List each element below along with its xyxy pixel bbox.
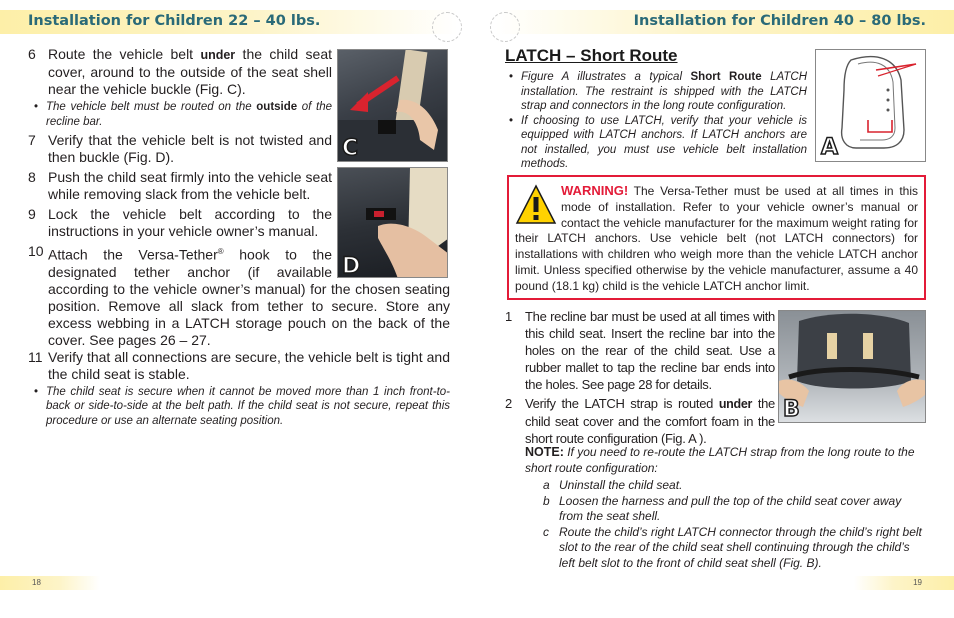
figure-d-photo	[337, 167, 448, 278]
section-title: LATCH – Short Route	[505, 46, 678, 65]
warning-text: The Versa-Tether must be used at all times in this mode of installation. Refer to your vehicle owner’s manual or contact the vehicle manufacturer for the maximum weight rating for their LATCH anchors. Use vehicle belt (not LATCH connectors) for installations with children who weigh more than the vehicle LATCH anchor limit. Unless specified otherwise by the vehicle manufacturer, assume a 40 pound (18.1 kg) child is the vehicle LATCH anchor limit.	[515, 184, 918, 293]
list-item-letter: c	[543, 524, 549, 539]
header-title-left: Installation for Children 22 – 40 lbs.	[28, 13, 321, 29]
warning-box	[507, 175, 926, 300]
list-item-text: Route the child’s right LATCH connector through the child’s right belt slot to the rear of the child seat shell continuing through the child’s left belt slot to the front of child seat shell (Fig. B).	[559, 524, 922, 570]
figure-b-photo	[778, 310, 926, 423]
list-item-text: Loosen the harness and pull the top of the child seat cover away from the seat shell.	[559, 493, 902, 523]
step-9: 9 Lock the vehicle belt according to the instructions in your vehicle owner’s manual.	[28, 206, 332, 239]
right-steps	[505, 308, 775, 447]
registration-mark-left	[432, 12, 462, 42]
note-recline-bar: • The vehicle belt must be routed on the outside of the recline bar.	[34, 101, 332, 128]
figure-c-photo	[337, 49, 448, 162]
header-title-right: Installation for Children 40 – 80 lbs.	[633, 13, 926, 29]
footer-band-right	[854, 576, 954, 590]
note-latch-anchors: • If choosing to use LATCH, verify that your vehicle is equipped with LATCH anchors. If LATCH anchors are not installed, you must use vehicle belt installation methods.	[509, 114, 807, 170]
warning-triangle-icon	[515, 183, 557, 229]
footer-band-left	[0, 576, 100, 590]
figure-c-label: C	[342, 136, 359, 161]
list-item	[543, 525, 926, 572]
figure-b-label: B	[783, 397, 800, 422]
figure-d-label: D	[342, 254, 361, 278]
warning-label: WARNING!	[561, 183, 629, 198]
step-8: 8 Push the child seat firmly into the vehicle seat while removing slack from the vehicle belt.	[28, 169, 332, 202]
note-reroute: NOTE: If you need to re-route the LATCH strap from the long route to the short route configuration:	[525, 445, 915, 475]
figure-a-label: A	[821, 135, 839, 160]
step-11: 11 Verify that all connections are secure, the vehicle belt is tight and the child seat is stable.	[28, 348, 450, 382]
header-band-right	[496, 10, 954, 34]
registration-mark-right	[490, 12, 520, 42]
header-band-left	[0, 10, 458, 34]
list-item	[543, 494, 926, 525]
step-1: 1 The recline bar must be used at all times with this child seat. Insert the recline bar into the holes on the rear of the child seat. Use a rubber mallet to tap the recline bar ends into the holes. See page 28 for details.	[505, 309, 775, 392]
step-2: 2 Verify the LATCH strap is routed under the child seat cover and the comfort foam in the short route configuration (Fig. A ).	[505, 396, 775, 446]
reroute-steps-list	[543, 478, 926, 571]
note-figure-a: • Figure A illustrates a typical Short Route LATCH installation. The restraint is shipped with the LATCH strap and connectors in the long route configuration.	[509, 71, 807, 112]
list-item-text: Uninstall the child seat.	[559, 478, 683, 492]
page-number-right: 19	[913, 578, 922, 587]
note-block	[525, 445, 926, 571]
figure-b-illustration	[779, 311, 926, 423]
step-7: 7 Verify that the vehicle belt is not twisted and then buckle (Fig. D).	[28, 132, 332, 165]
note-label: NOTE:	[525, 445, 564, 459]
figure-a-diagram	[815, 49, 926, 162]
note-seat-secure: • The child seat is secure when it cannot be moved more than 1 inch front-to-back or side-to-side at the belt path. If the child seat is not secure, repeat this procedure or use an alternate seating position.	[34, 385, 450, 427]
list-item	[543, 478, 926, 494]
step-10: 10 Attach the Versa-Tether® hook to the designated tether anchor (if available according to the vehicle owner’s manual) for the chosen seating position. Remove all slack from tether to secure. Store any excess webbing in a LATCH storage pouch on the back of the cover. See pages 26 – 27.	[28, 243, 450, 348]
step-6: 6 Route the vehicle belt under the child seat cover, around to the outside of the seat shell near the vehicle buckle (Fig. C).	[28, 46, 333, 97]
list-item-letter: b	[543, 493, 550, 508]
list-item-letter: a	[543, 478, 550, 492]
page-number-left: 18	[32, 578, 41, 587]
